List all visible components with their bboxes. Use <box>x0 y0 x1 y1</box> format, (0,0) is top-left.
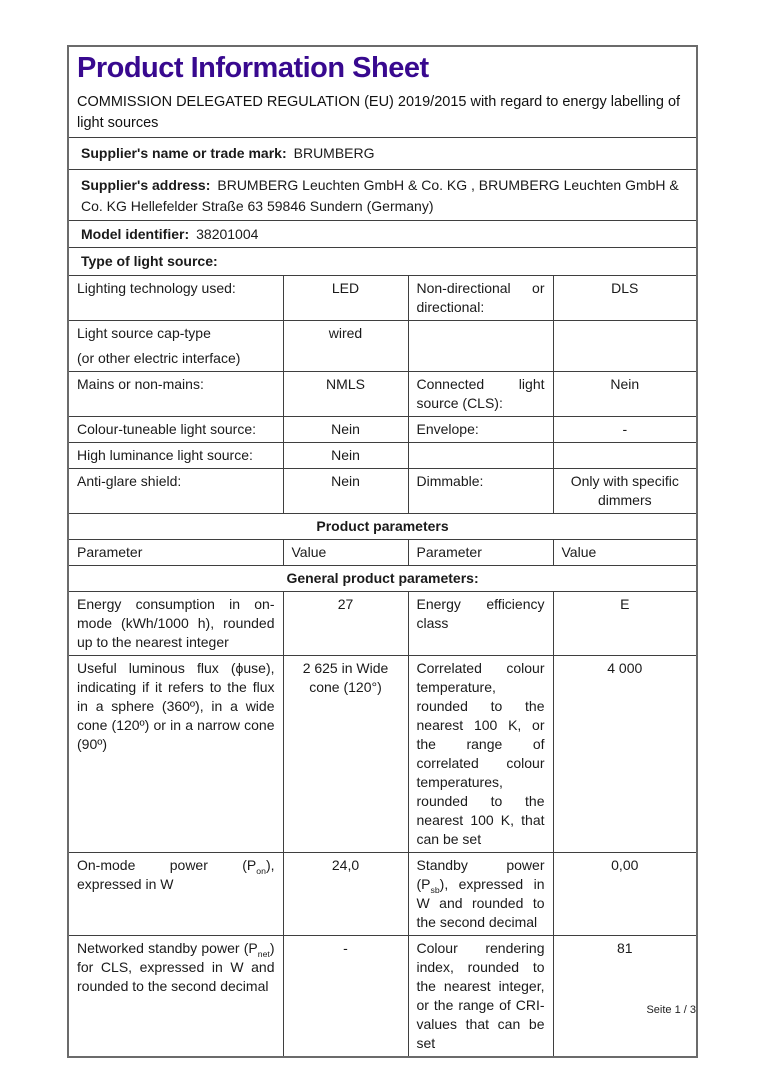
sb-subscript: sb <box>430 884 440 895</box>
general-parameters-heading: General product parameters: <box>68 566 697 592</box>
supplier-address-row <box>68 170 697 221</box>
param-label-cell: Colour rendering index, rounded to the nearest integer, or the range of CRI-values that can be set <box>408 936 553 1058</box>
page-number: Seite 1 / 3 <box>646 1004 696 1016</box>
value-cell: 4 000 <box>553 656 697 853</box>
type-heading-label: Type of light source: <box>81 253 218 269</box>
row-on-mode-power <box>68 853 697 936</box>
row-networked-standby <box>68 936 697 1058</box>
supplier-address-value: BRUMBERG Leuchten GmbH & Co. KG , BRUMBERG Leuchten GmbH & Co. KG Hellefelder Straße 63 59846 Sundern (Germany) <box>81 177 679 214</box>
value-cell: NMLS <box>283 372 408 417</box>
networked-standby-text: Networked standby power (P <box>77 940 258 956</box>
value-cell: LED <box>283 276 408 321</box>
page-title: Product Information Sheet <box>77 52 429 84</box>
column-header-row <box>68 540 697 566</box>
row-cap-type <box>68 321 697 372</box>
row-energy-consumption <box>68 592 697 656</box>
param-label-cell: Useful luminous flux (ϕuse), indicating if it refers to the flux in a sphere (360º), in a wide cone (120º) or in a narrow cone (90º) <box>68 656 283 853</box>
param-label-cell: Energy efficiency class <box>408 592 553 656</box>
value-cell: 81 <box>553 936 697 1058</box>
value-cell: 2 625 in Wide cone (120°) <box>283 656 408 853</box>
cap-type-line1: Light source cap-type <box>77 325 211 341</box>
param-label-cell: Energy consumption in on-mode (kWh/1000 h), rounded up to the nearest integer <box>68 592 283 656</box>
model-identifier-cell <box>68 221 697 248</box>
column-header-value-2: Value <box>553 540 697 566</box>
supplier-address-label: Supplier's address: <box>81 177 211 193</box>
value-cell: 0,00 <box>553 853 697 936</box>
column-header-parameter-2: Parameter <box>408 540 553 566</box>
type-heading-cell <box>68 248 697 276</box>
title-cell <box>68 46 697 138</box>
title-row <box>68 46 697 138</box>
supplier-name-value: BRUMBERG <box>293 145 375 161</box>
model-identifier-row <box>68 221 697 248</box>
param-label-cell: Envelope: <box>408 417 553 443</box>
column-header-parameter-1: Parameter <box>68 540 283 566</box>
supplier-address-cell <box>68 170 697 221</box>
supplier-name-label: Supplier's name or trade mark: <box>81 145 287 161</box>
product-parameters-heading: Product parameters <box>68 514 697 540</box>
cap-type-line2: (or other electric interface) <box>77 350 241 366</box>
value-cell: Nein <box>283 417 408 443</box>
row-lighting-technology <box>68 276 697 321</box>
value-cell: wired <box>283 321 408 372</box>
value-cell: DLS <box>553 276 697 321</box>
param-label-cell: High luminance light source: <box>68 443 283 469</box>
value-cell: - <box>553 417 697 443</box>
regulation-subtitle: COMMISSION DELEGATED REGULATION (EU) 2019/2015 with regard to energy labelling of light sources <box>77 94 681 131</box>
param-label-cell <box>68 321 283 372</box>
param-label-cell <box>408 853 553 936</box>
model-identifier-label: Model identifier: <box>81 226 190 242</box>
on-mode-power-text-end: ), expressed in W <box>77 857 275 892</box>
value-cell <box>553 321 697 372</box>
param-label-cell <box>68 936 283 1058</box>
param-label-cell: Mains or non-mains: <box>68 372 283 417</box>
param-label-cell: Dimmable: <box>408 469 553 514</box>
param-label-cell <box>408 321 553 372</box>
value-cell: Only with specific dimmers <box>553 469 697 514</box>
on-mode-power-text: On-mode power (P <box>77 857 257 873</box>
supplier-name-row <box>68 138 697 170</box>
product-info-table <box>67 45 698 1058</box>
value-cell: 24,0 <box>283 853 408 936</box>
product-parameters-heading-row <box>68 514 697 540</box>
value-cell: Nein <box>283 469 408 514</box>
row-mains <box>68 372 697 417</box>
value-cell: - <box>283 936 408 1058</box>
value-cell: 27 <box>283 592 408 656</box>
on-subscript: on <box>256 865 266 876</box>
param-label-cell: Correlated colour temperature, rounded to the nearest 100 K, or the range of correlated colour temperatures, rounded to the nearest 100 K, that can be set <box>408 656 553 853</box>
standby-power-text-end: ), expressed in W and rounded to the second decimal <box>416 876 545 930</box>
row-colour-tuneable <box>68 417 697 443</box>
value-cell <box>553 443 697 469</box>
param-label-cell: Non-directional or directional: <box>408 276 553 321</box>
param-label-cell <box>408 443 553 469</box>
net-subscript: net <box>257 948 270 959</box>
row-high-luminance <box>68 443 697 469</box>
column-header-value-1: Value <box>283 540 408 566</box>
param-label-cell <box>68 853 283 936</box>
param-label-cell: Lighting technology used: <box>68 276 283 321</box>
supplier-name-cell <box>68 138 697 170</box>
row-luminous-flux <box>68 656 697 853</box>
row-anti-glare <box>68 469 697 514</box>
param-label-cell: Colour-tuneable light source: <box>68 417 283 443</box>
param-label-cell: Connected light source (CLS): <box>408 372 553 417</box>
value-cell: Nein <box>283 443 408 469</box>
general-parameters-heading-row <box>68 566 697 592</box>
value-cell: Nein <box>553 372 697 417</box>
type-heading-row <box>68 248 697 276</box>
networked-standby-text-end: ) for CLS, expressed in W and rounded to the second decimal <box>77 940 275 994</box>
value-cell: E <box>553 592 697 656</box>
param-label-cell: Anti-glare shield: <box>68 469 283 514</box>
model-identifier-value: 38201004 <box>196 226 259 242</box>
standby-power-text: Standby power (P <box>416 857 545 892</box>
